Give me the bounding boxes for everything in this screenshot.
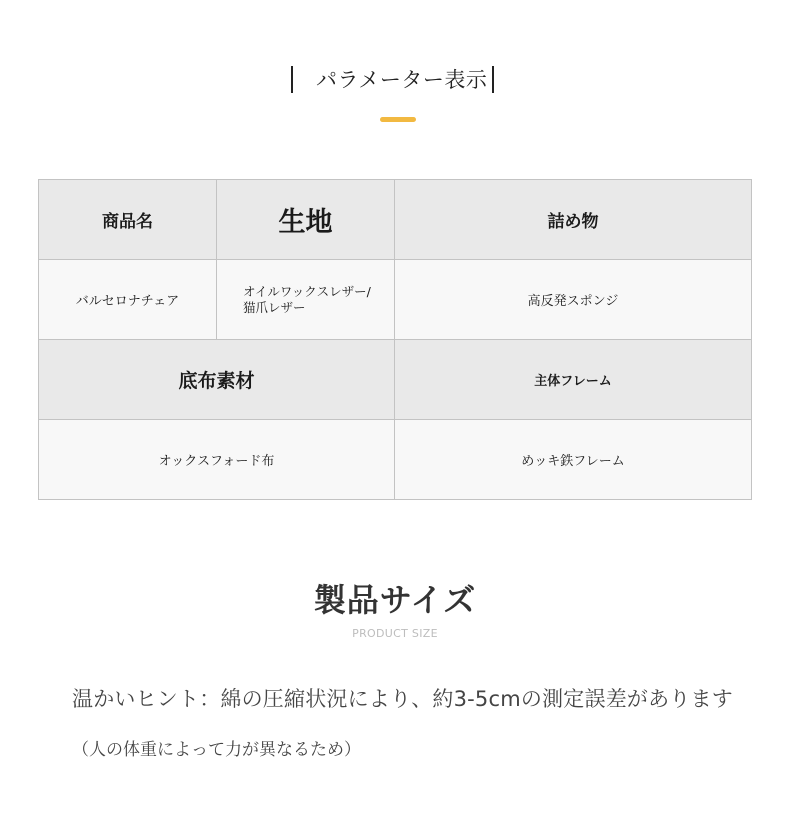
parameter-header	[0, 58, 790, 102]
parameter-title: パラメーター表示	[316, 68, 488, 92]
table-row	[39, 180, 752, 260]
table-row	[39, 340, 752, 420]
accent-underline	[380, 117, 416, 122]
product-name-value: バルセロナチェア	[39, 260, 217, 340]
measurement-hint-note: （人の体重によって力が異なるため）	[72, 740, 361, 760]
table-row	[39, 420, 752, 500]
product-size-title: 製品サイズ	[313, 581, 477, 619]
header-divider-right	[492, 66, 494, 93]
product-size-subtitle: PRODUCT SIZE	[352, 627, 438, 640]
product-name-header: 商品名	[39, 180, 217, 260]
measurement-hint: 温かいヒント：綿の圧縮状況により、約3-5cmの測定誤差があります	[72, 687, 733, 711]
parameter-table	[38, 179, 752, 500]
header-divider-left	[291, 66, 293, 93]
fabric-value-line2: 猫爪レザー	[243, 299, 306, 315]
fabric-value-line1: オイルワックスレザー/	[243, 283, 371, 299]
filling-value: 高反発スポンジ	[395, 260, 752, 340]
base-material-value: オックスフォード布	[39, 420, 395, 500]
table-row	[39, 260, 752, 340]
frame-header: 主体フレーム	[395, 340, 752, 420]
fabric-value	[217, 260, 395, 340]
frame-value: めッキ鉄フレーム	[395, 420, 752, 500]
base-material-header: 底布素材	[39, 340, 395, 420]
fabric-header: 生地	[217, 180, 395, 260]
filling-header: 詰め物	[395, 180, 752, 260]
